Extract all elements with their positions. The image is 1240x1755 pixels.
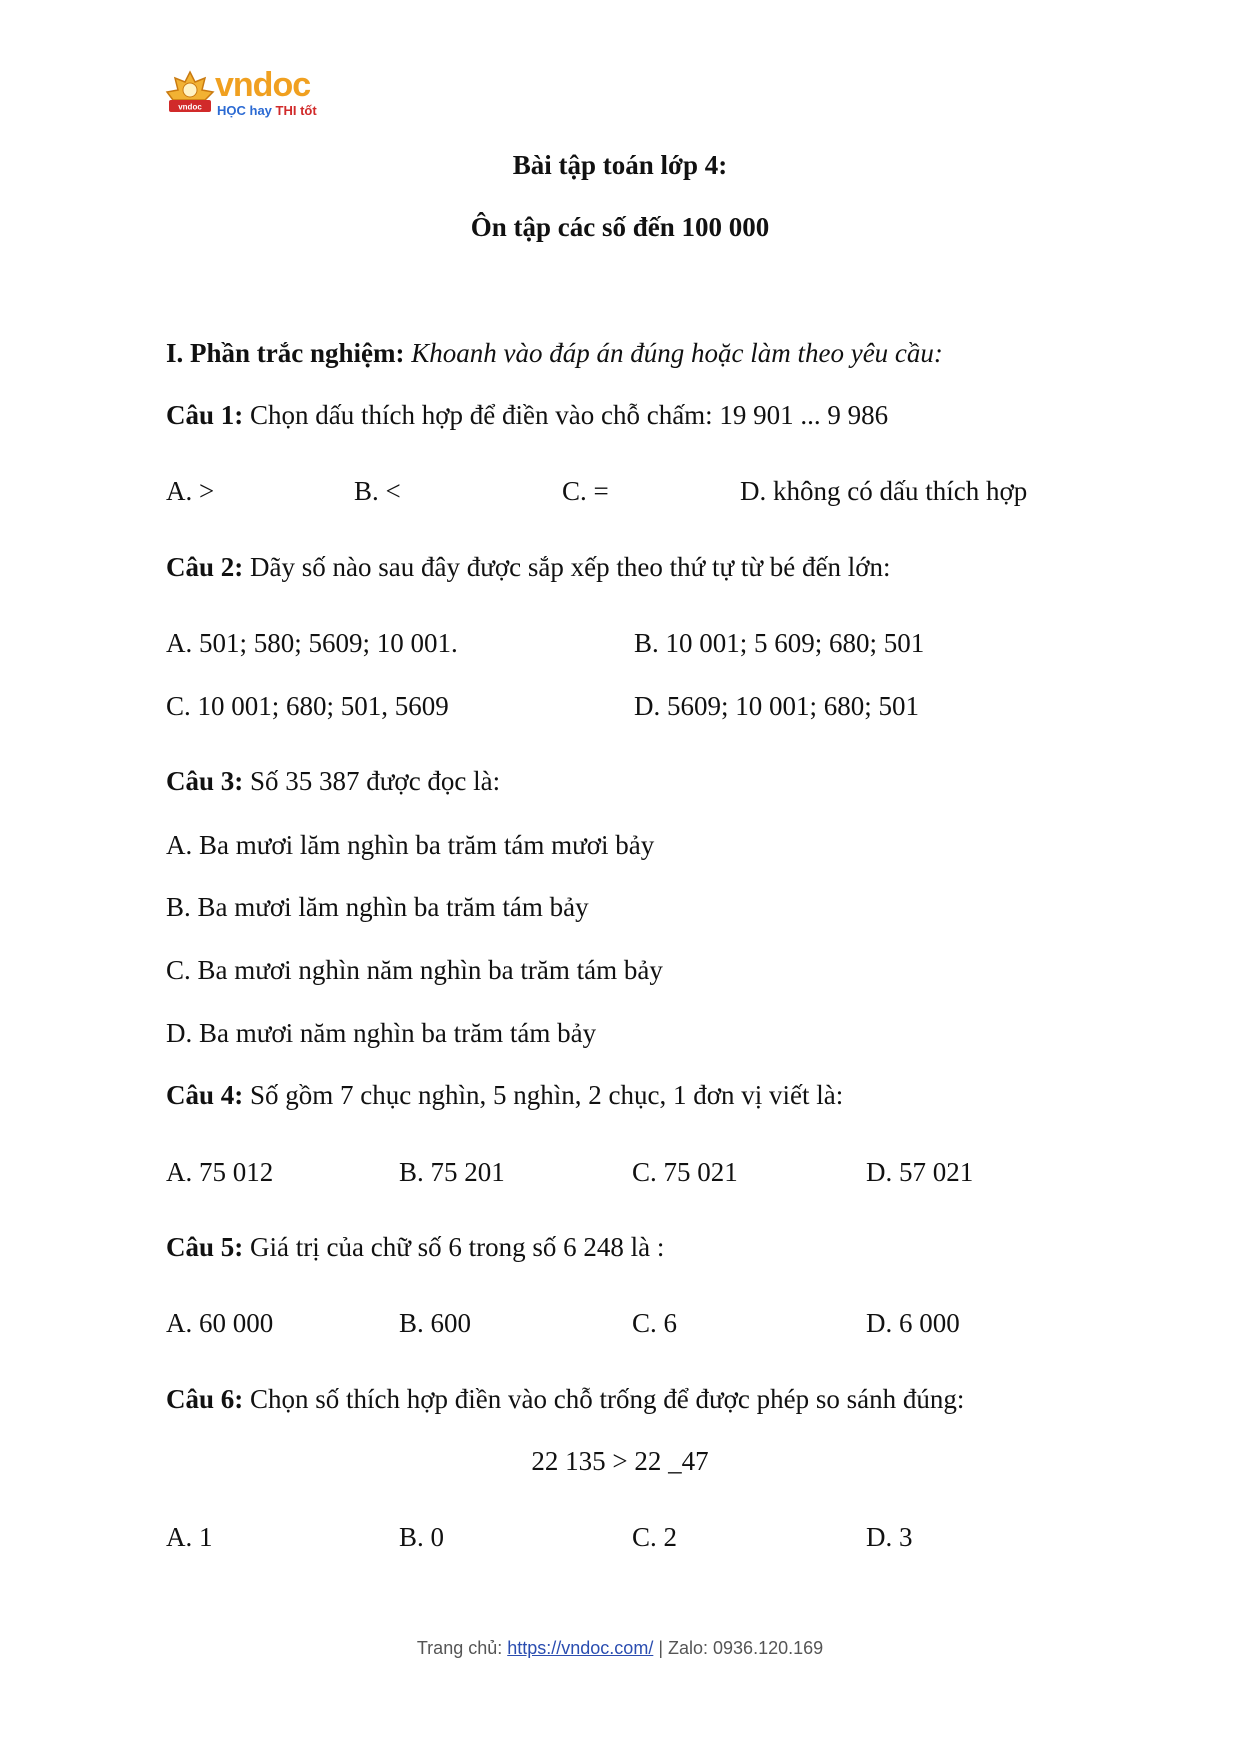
question-3-label: Câu 3: [166,766,244,796]
question-6 [166,1384,964,1415]
page-footer [0,1638,1240,1659]
section-heading [166,338,943,369]
question-2 [166,552,890,583]
question-4 [166,1080,843,1111]
section-instruction: Khoanh vào đáp án đúng hoặc làm theo yêu cầu: [411,338,943,368]
q5-option-c[interactable]: C. 6 [632,1308,678,1338]
q3-option-a[interactable]: A. Ba mươi lăm nghìn ba trăm tám mươi bảy [166,830,655,860]
section-label: I. Phần trắc nghiệm: [166,338,405,368]
q6-option-c[interactable]: C. 2 [632,1522,678,1552]
question-1-text: Chọn dấu thích hợp để điền vào chỗ chấm: 19 901 ... 9 986 [250,400,889,430]
logo-badge-text: vndoc [178,102,202,112]
question-3 [166,766,500,797]
q6-option-a[interactable]: A. 1 [166,1522,213,1552]
q2-option-a[interactable]: A. 501; 580; 5609; 10 001. [166,628,458,658]
title-line-1: Bài tập toán lớp 4: [512,150,728,180]
q2-option-c[interactable]: C. 10 001; 680; 501, 5609 [166,691,449,721]
question-4-text: Số gồm 7 chục nghìn, 5 nghìn, 2 chục, 1 đơn vị viết là: [250,1080,844,1110]
logo-wordmark: vndoc [215,66,311,104]
q4-option-a[interactable]: A. 75 012 [166,1157,274,1187]
q4-option-d[interactable]: D. 57 021 [866,1157,974,1187]
question-2-text: Dãy số nào sau đây được sắp xếp theo thứ tự từ bé đến lớn: [250,552,891,582]
footer-prefix: Trang chủ: [416,1638,508,1658]
q1-option-d[interactable]: D. không có dấu thích hợp [740,476,1028,506]
question-1-label: Câu 1: [166,400,244,430]
q2-option-d[interactable]: D. 5609; 10 001; 680; 501 [634,691,920,721]
footer-home-link[interactable]: https://vndoc.com/ [507,1638,654,1658]
q3-option-c[interactable]: C. Ba mươi nghìn năm nghìn ba trăm tám bảy [166,955,663,985]
question-2-label: Câu 2: [166,552,244,582]
q5-option-d[interactable]: D. 6 000 [866,1308,960,1338]
question-3-text: Số 35 387 được đọc là: [250,766,501,796]
q6-option-b[interactable]: B. 0 [399,1522,445,1552]
logo-tagline [217,103,317,118]
question-6-label: Câu 6: [166,1384,244,1414]
question-1 [166,400,888,431]
logo-tagline-b: THI tốt [275,103,317,118]
q3-option-b[interactable]: B. Ba mươi lăm nghìn ba trăm tám bảy [166,892,589,922]
q3-option-d[interactable]: D. Ba mươi năm nghìn ba trăm tám bảy [166,1018,597,1048]
q6-option-d[interactable]: D. 3 [866,1522,913,1552]
q4-option-b[interactable]: B. 75 201 [399,1157,505,1187]
q5-option-a[interactable]: A. 60 000 [166,1308,274,1338]
q1-option-c[interactable]: C. = [562,476,609,506]
question-5-text: Giá trị của chữ số 6 trong số 6 248 là : [250,1232,665,1262]
q6-expression: 22 135 > 22 _47 [531,1446,709,1476]
q4-option-c[interactable]: C. 75 021 [632,1157,738,1187]
q1-option-a[interactable]: A. > [166,476,215,506]
logo-emblem-icon [165,70,215,120]
vndoc-logo [165,66,325,122]
title-line-2: Ôn tập các số đến 100 000 [470,212,770,242]
q5-option-b[interactable]: B. 600 [399,1308,472,1338]
footer-suffix: | Zalo: 0936.120.169 [653,1638,824,1658]
question-5-label: Câu 5: [166,1232,244,1262]
question-6-text: Chọn số thích hợp điền vào chỗ trống để được phép so sánh đúng: [250,1384,965,1414]
question-5 [166,1232,664,1263]
logo-tagline-a: HỌC hay [217,103,276,118]
q1-option-b[interactable]: B. < [354,476,401,506]
q2-option-b[interactable]: B. 10 001; 5 609; 680; 501 [634,628,925,658]
question-4-label: Câu 4: [166,1080,244,1110]
